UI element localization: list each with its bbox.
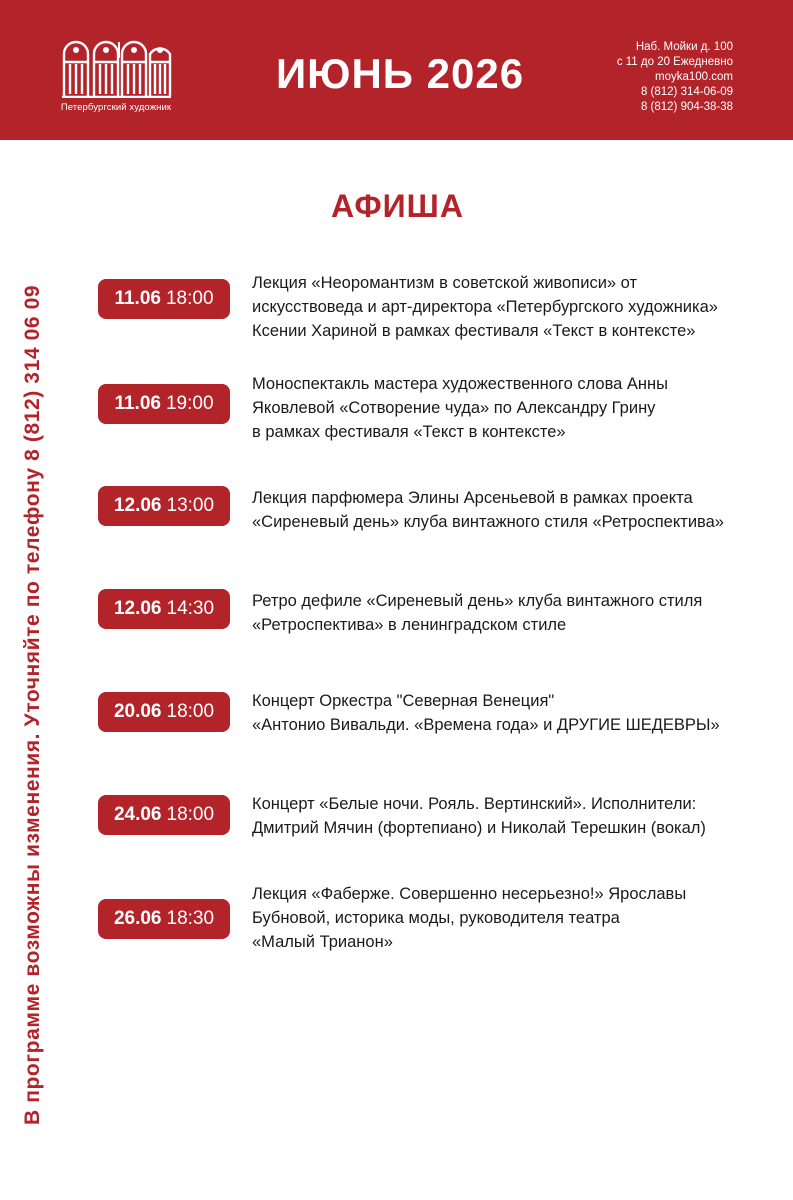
event-date: 12.06	[113, 598, 162, 619]
event-item	[98, 486, 778, 546]
event-datetime-badge	[98, 384, 230, 424]
event-time: 18:00	[165, 288, 214, 309]
event-item	[98, 372, 778, 452]
event-description-line: «Сиреневый день» клуба винтажного стиля «Ретроспектива»	[252, 513, 724, 531]
side-note-vertical: В программе возможны изменения. Уточняйте по телефону 8 (812) 314 06 09	[21, 284, 44, 1125]
contact-info	[617, 40, 733, 115]
event-datetime-badge	[98, 589, 230, 629]
event-item	[98, 692, 778, 752]
event-description-line: Лекция парфюмера Элины Арсеньевой в рамках проекта	[252, 489, 693, 507]
event-description-line: «Ретроспектива» в ленинградском стиле	[252, 616, 567, 634]
logo-caption: Петербургский художник	[60, 102, 172, 113]
event-description-line: Яковлевой «Сотворение чуда» по Александру Грину	[252, 399, 656, 417]
event-date: 12.06	[113, 495, 162, 516]
event-description-line: Моноспектакль мастера художественного слова Анны	[252, 375, 669, 393]
event-item	[98, 589, 778, 649]
event-description	[252, 486, 782, 534]
event-description-line: Концерт Оркестра "Северная Венеция"	[252, 692, 555, 710]
contact-website[interactable]: moyka100.com	[655, 71, 733, 83]
event-datetime-badge	[98, 899, 230, 939]
event-description-line: «Малый Трианон»	[252, 933, 393, 951]
month-title: ИЮНЬ 2026	[275, 50, 525, 97]
event-description-line: Дмитрий Мячин (фортепиано) и Николай Терешкин (вокал)	[252, 819, 706, 837]
event-description	[252, 589, 782, 637]
event-description-line: «Антонио Вивальди. «Времена года» и ДРУГИЕ ШЕДЕВРЫ»	[252, 716, 720, 734]
event-date: 20.06	[113, 701, 162, 722]
contact-hours: с 11 до 20 Ежедневно	[616, 56, 733, 68]
event-description	[252, 882, 782, 954]
event-description-line: в рамках фестиваля «Текст в контексте»	[252, 423, 566, 441]
event-time: 14:30	[166, 598, 215, 619]
event-date: 24.06	[113, 804, 162, 825]
contact-phone-1[interactable]: 8 (812) 314-06-09	[640, 86, 733, 98]
event-description	[252, 372, 782, 444]
page-header	[0, 0, 793, 140]
event-time: 18:30	[166, 908, 215, 929]
event-description-line: Бубновой, историка моды, руководителя театра	[252, 909, 620, 927]
event-time: 18:00	[166, 804, 215, 825]
event-item	[98, 268, 778, 348]
event-description	[252, 689, 782, 737]
event-date: 26.06	[113, 908, 162, 929]
event-item	[98, 882, 778, 962]
event-description-line: Ксении Хариной в рамках фестиваля «Текст в контексте»	[252, 322, 696, 340]
building-facade-logo-icon	[60, 40, 172, 98]
event-datetime-badge	[98, 795, 230, 835]
event-description	[252, 792, 782, 840]
event-date: 11.06	[114, 288, 161, 309]
event-description-line: Ретро дефиле «Сиреневый день» клуба винтажного стиля	[252, 592, 703, 610]
event-description	[252, 271, 782, 343]
event-time: 13:00	[166, 495, 215, 516]
event-time: 18:00	[166, 701, 215, 722]
event-description-line: Лекция «Неоромантизм в советской живописи» от	[252, 274, 638, 292]
contact-address: Наб. Мойки д. 100	[635, 41, 733, 53]
event-datetime-badge	[98, 692, 230, 732]
event-date: 11.06	[114, 393, 161, 414]
section-title: АФИША	[331, 188, 464, 224]
event-description-line: Лекция «Фаберже. Совершенно несерьезно!» Ярославы	[252, 885, 687, 903]
event-description-line: искусствоведа и арт-директора «Петербургского художника»	[252, 298, 718, 316]
event-time: 19:00	[165, 393, 214, 414]
event-item	[98, 795, 778, 855]
event-description-line: Концерт «Белые ночи. Рояль. Вертинский». Исполнители:	[252, 795, 697, 813]
contact-phone-2[interactable]: 8 (812) 904-38-38	[640, 101, 733, 113]
event-datetime-badge	[98, 279, 230, 319]
logo	[56, 40, 176, 120]
event-datetime-badge	[98, 486, 230, 526]
